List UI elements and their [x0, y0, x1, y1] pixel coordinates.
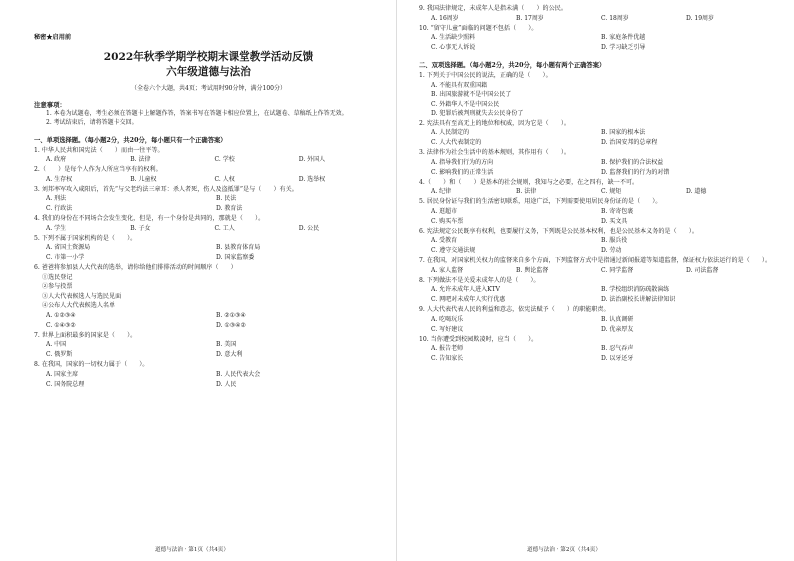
option: B. 法律 [130, 156, 151, 164]
option: B. 出国旅游就不是中国公民了 [431, 91, 512, 98]
list-item: ①选民登记 [42, 273, 73, 281]
option: C. 人大代表制定的 [431, 139, 482, 146]
option: D. 人民 [216, 380, 237, 388]
question-14: 4.（ ）和（ ）是基本的社会规则，我知与之必要，在之四有，缺一不可。 [419, 178, 639, 186]
question-12-options [419, 128, 780, 148]
section-heading: 一、单项选择题。（每小题2分，共20分，每小题只有一个正确答案） [34, 136, 227, 144]
option: B. 认真调研 [601, 315, 634, 323]
question-10: 10. “留守儿童”面临的问题不包括（ ）。 [419, 24, 538, 32]
question-1: 1. 中华人民共和国宪法（ ）而由一往平等。 [34, 146, 164, 154]
question-6-options [34, 311, 383, 331]
list-item: ③人大代表候选人与选民见面 [42, 292, 122, 300]
question-15-options [419, 207, 780, 227]
option: C. 行政法 [46, 205, 73, 213]
option: C. 同学监督 [601, 266, 634, 274]
option: A. 学生 [46, 224, 67, 232]
option: A. 逛超市 [431, 207, 458, 215]
section-heading: 二、双项选择题。（每小题2分，共20分，每小题有两个正确答案） [419, 62, 606, 69]
option: D. 外国人 [298, 156, 326, 164]
question-19-options [419, 315, 780, 335]
list-item: ②参与投票 [42, 283, 73, 291]
option: A. 报告老师 [431, 345, 464, 352]
question-7-options [34, 340, 383, 360]
option: D. 买文具 [601, 217, 628, 225]
note-item: 2. 考试结束后，请将答题卡交回。 [46, 119, 138, 127]
question-4: 4. 我们的身份在不同场合会发生变化，但是，有一个身份是共同的，那就是（ ）。 [34, 215, 265, 223]
option: A. 生活缺少照料 [431, 34, 476, 41]
question-20-options [419, 344, 780, 364]
option: D. 教育法 [216, 205, 243, 213]
option: C. 外籍华人不是中国公民 [431, 100, 500, 108]
option: A. 政府 [46, 156, 67, 164]
option: A. 中国 [46, 341, 67, 349]
option: B. 17周岁 [516, 14, 544, 22]
question-13-options [419, 158, 780, 178]
exam-subject-title: 六年级道德与法治 [166, 66, 251, 78]
question-8: 8. 在我国，国家的一切权力属于（ ）。 [34, 361, 149, 369]
option: D. 治国安邦的总章程 [601, 139, 658, 146]
option: D. 劳动 [601, 247, 622, 254]
question-2-options [34, 175, 383, 185]
question-19: 9. 人大代表代表人民的利益和意志，依宪法赋予（ ）的职能职责。 [419, 306, 610, 313]
option: A. 刑法 [46, 195, 67, 203]
option: D. 以牙还牙 [601, 355, 634, 362]
option: A. 不能具有双重国籍 [431, 81, 488, 89]
option: C. 心事无人诉说 [431, 44, 476, 51]
option: B. 舆论监督 [516, 266, 549, 274]
question-1-options [34, 155, 383, 165]
option: C. 俄罗斯 [46, 351, 73, 359]
question-3-options [34, 194, 383, 214]
option: B. 服兵役 [601, 237, 628, 244]
question-2: 2.（ ）是每个人作为人所应当享有的权利。 [34, 166, 162, 174]
page-footer: 道德与法治 · 第2页（共4页） [527, 547, 601, 553]
option: A. 省国土资源局 [46, 244, 91, 252]
option: D. 学习缺乏引导 [601, 44, 646, 51]
option: C. 告知家长 [431, 355, 464, 362]
question-5: 5. 下列不属于国家机构的是（ ）。 [34, 234, 137, 242]
option: D. 优亲厚友 [601, 325, 634, 333]
notes-header: 注意事项： [34, 101, 66, 109]
question-10-options [419, 33, 780, 53]
option: B. 忍气吞声 [601, 345, 634, 352]
option: A. 16周岁 [431, 14, 459, 22]
option: B. 国家的根本法 [601, 129, 646, 136]
question-17: 7. 在我国，对国家机关权力的监督来自多个方面，下列监督方式中是指通过新闻报道等渠道监督，保证权力依法运行的是（ ）。 [419, 257, 772, 264]
question-14-options [419, 187, 780, 197]
option: A. 人民制定的 [431, 129, 470, 136]
question-17-options [419, 266, 780, 276]
question-4-options [34, 224, 383, 234]
question-8-options [34, 370, 383, 390]
option: A. 家人监督 [431, 266, 464, 274]
option: B. 寄寄包裹 [601, 207, 634, 215]
exam-info: （全卷六个大题，共4页；考试用时90分钟，满分100分） [131, 85, 286, 92]
question-11: 1. 下列关于中国公民的说法，正确的是（ ）。 [419, 72, 552, 79]
option: A. 受教育 [431, 237, 458, 244]
option: C. 写好建议 [431, 325, 464, 333]
confidential-label: 秘密★启用前 [34, 34, 72, 41]
question-15: 5. 居民身份证与我们的生活密切联系，用途广泛，下列需要使用居民身份证的是（ ）。 [419, 198, 662, 205]
list-item: ④公布人大代表候选人名单 [42, 302, 116, 310]
option: D. 国家监察委 [216, 254, 255, 262]
option: B. 法律 [516, 188, 537, 195]
question-18-options [419, 285, 780, 305]
option: C. 遵守交通法规 [431, 247, 476, 254]
note-item: 1. 本卷为试题卷，考生必须在答题卡上解题作答，答案书写在答题卡相应位置上，在试题卷、草稿纸上作答无效。 [46, 110, 348, 117]
option: A. 纪律 [431, 188, 452, 195]
question-3: 3. 刘邦率军攻入咸阳后，首先“与父老约法三章耳：杀人者死，伤人及盗抵罪”是与（ ）有关。 [34, 185, 298, 193]
option: D. ①③④② [216, 321, 246, 329]
question-16-options [419, 236, 780, 256]
exam-title: 2022年秋季学期学校期末课堂教学活动反馈 [103, 51, 314, 63]
option: C. 市第一小学 [46, 254, 85, 262]
option: C. 18周岁 [601, 14, 629, 22]
question-18: 8. 下列做法不是关爱未成年人的是（ ）。 [419, 276, 540, 284]
option: B. 美国 [216, 341, 237, 349]
option: C. 影响我们的正常生活 [431, 168, 494, 176]
exam-page-2 [397, 0, 794, 561]
option: C. 人权 [214, 175, 235, 183]
option: D. 选举权 [298, 175, 326, 183]
option: C. 网吧对未成年人实行优惠 [431, 296, 506, 303]
page-footer: 道德与法治 · 第1页（共4页） [155, 547, 229, 553]
option: D. 19周岁 [686, 14, 715, 22]
option: D. 道德 [686, 188, 707, 195]
question-16: 6. 宪法规定公民既享有权利，也要履行义务，下列既是公民基本权利，也是公民基本义务的是（ ）。 [419, 227, 698, 235]
question-20: 10. 当你遭受到校园欺凌时，应当（ ）。 [419, 335, 538, 343]
option: D. 司法监督 [686, 266, 719, 274]
option: C. 学校 [214, 156, 235, 164]
option: C. 工人 [214, 224, 235, 232]
option: B. 学校组织消防疏散演练 [601, 286, 670, 293]
option: D. 犯罪后被判刑就失去公民身份了 [431, 110, 524, 117]
option: A. 吃喝玩乐 [431, 315, 464, 323]
option: C. 国务院总理 [46, 380, 85, 388]
option: B. 家庭条件优越 [601, 34, 646, 41]
option: D. 法治副校长讲解法律知识 [601, 296, 676, 303]
option: B. 子女 [130, 224, 151, 232]
option: B. 民法 [216, 195, 237, 203]
option: A. ①②③④ [46, 311, 76, 319]
option: B. 人民代表大会 [216, 370, 261, 378]
option: B. 保护我们的合法权益 [601, 158, 664, 166]
question-9-options [419, 14, 780, 24]
option: D. 监督我们的行为的对错 [601, 168, 670, 176]
option: B. 县教育体育局 [216, 244, 261, 252]
question-12: 2. 宪法具有至高无上的地位和权威，因为它是（ ）。 [419, 119, 570, 127]
question-5-options [34, 243, 383, 263]
option: C. ①④③② [46, 321, 76, 329]
option: A. 指导我们行为的方向 [431, 158, 494, 166]
option: B. ②①③④ [216, 311, 246, 319]
option: A. 国家主席 [46, 370, 79, 378]
option: D. 公民 [298, 224, 320, 232]
option: D. 意大利 [216, 351, 243, 359]
question-7: 7. 世界上面积最多的国家是（ ）。 [34, 331, 137, 339]
option: C. 购买车票 [431, 217, 464, 225]
question-6: 6. 爸爸将参加县人大代表的选举，请你给他们排排活动的时间顺序（ ） [34, 264, 237, 272]
option: B. 儿童权 [130, 175, 157, 183]
option: A. 生存权 [46, 175, 73, 183]
question-9: 9. 我国法律规定，未成年人是指未满（ ）的公民。 [419, 5, 567, 12]
question-13: 3. 法律作为社会生活中的基本规则，其作用有（ ）。 [419, 149, 570, 156]
option: A. 允许未成年人进入KTV [431, 286, 500, 293]
option: C. 规矩 [601, 188, 622, 195]
